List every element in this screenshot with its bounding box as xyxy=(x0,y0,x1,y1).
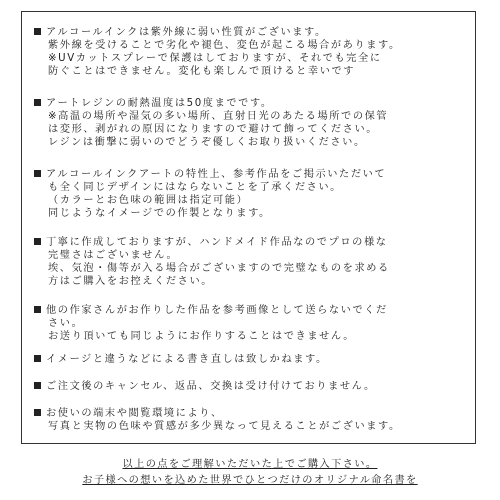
notice-line: 防ぐことはできません。変化も楽しんで頂けると幸いです xyxy=(48,66,356,77)
bullet-square-icon xyxy=(34,28,41,35)
notice-line: さい。 xyxy=(48,318,84,329)
notice-line: レジンは衝撃に弱いのでどうぞ優しくお取り扱いください。 xyxy=(48,137,366,148)
notice-line: は変形、剥がれの原因になりますので避けて飾ってください。 xyxy=(48,124,379,135)
notice-line: ご注文後のキャンセル、返品、交換は受け付けておりません。 xyxy=(46,381,376,392)
notice-resin xyxy=(0,97,500,149)
notice-line: 同じようなイメージでの作製となります。 xyxy=(48,208,271,219)
notice-line: ※UVカットスプレーで保護はしておりますが、それでも完全に xyxy=(48,53,382,64)
notice-rewrite xyxy=(0,353,500,366)
notice-line: お使いの端末や閲覧環境により、 xyxy=(46,408,223,419)
footer-line-1: 以上の点をご理解いただいた上でご購入下さい。 xyxy=(122,459,378,470)
notice-cancel xyxy=(0,380,500,393)
notice-handmade xyxy=(0,236,500,288)
bullet-square-icon xyxy=(34,170,41,177)
notice-display xyxy=(0,407,500,433)
bullet-square-icon xyxy=(34,409,41,416)
footer-line-2: お子様への想いを込めた世界でひとつだけのオリジナル命名書を xyxy=(82,475,418,486)
notice-line: 丁寧に作成しておりますが、ハンドメイド作品なのでプロの様な xyxy=(46,237,388,248)
notice-line: アートレジンの耐熱温度は50度までです。 xyxy=(46,98,273,109)
notice-line: 紫外線を受けることで劣化や褪色、変色が起こる場合があります。 xyxy=(48,40,401,51)
notice-line: お送り頂いても同じようにお作りすることはできません。 xyxy=(48,331,356,342)
bullet-square-icon xyxy=(34,99,41,106)
notice-line: （カラーとお色味の範囲は指定可能） xyxy=(48,195,249,206)
notice-line: 完璧さはございません。 xyxy=(48,250,179,261)
notice-line: 写真と実物の色味や質感が多少異なって見えることがございます。 xyxy=(48,421,401,432)
notice-line: 他の作家さんがお作りした作品を参考画像として送らないでくだ xyxy=(46,305,388,316)
notice-line: ※高温の場所や湿気の多い場所、直射日光のあたる場所での保管 xyxy=(48,111,389,122)
bullet-square-icon xyxy=(34,238,41,245)
bullet-square-icon xyxy=(34,355,41,362)
notice-reference xyxy=(0,304,500,343)
bullet-square-icon xyxy=(34,382,41,389)
notice-line: イメージと違うなどによる書き直しは致しかねます。 xyxy=(46,354,328,365)
notice-uv xyxy=(0,26,500,78)
notice-line: 方はご購入をお控えください。 xyxy=(48,276,214,287)
bullet-square-icon xyxy=(34,306,41,313)
notice-line: アルコールインクアートの特性上、参考作品をご掲示いただいて xyxy=(46,169,387,180)
notice-design xyxy=(0,168,500,220)
notice-line: 埃、気泡・傷等が入る場合がございますので完璧なものを求める xyxy=(48,263,390,274)
notice-line: アルコールインクは紫外線に弱い性質がございます。 xyxy=(46,27,327,38)
notice-line: も全く同じデザインにはならないことを了承ください。 xyxy=(48,182,342,193)
